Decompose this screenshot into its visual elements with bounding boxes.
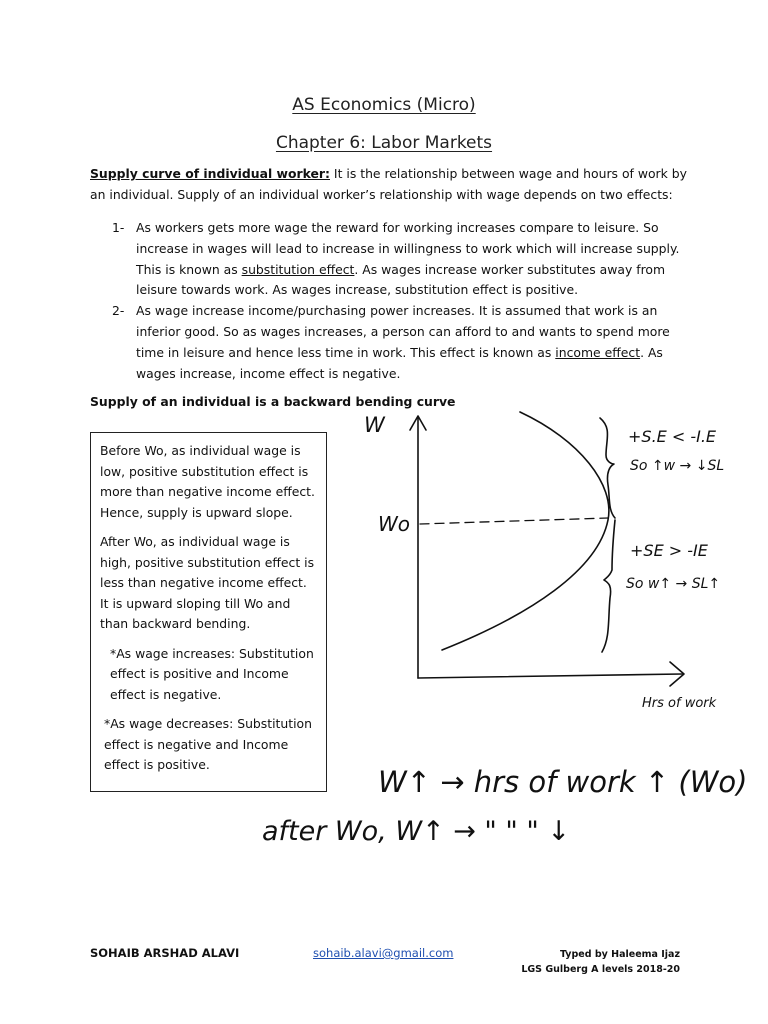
x-axis	[418, 674, 682, 678]
footer-typed-by: Typed by Haleema Ijaz	[559, 949, 680, 960]
effects-list	[112, 218, 687, 384]
list-item	[112, 301, 687, 384]
footer-school: LGS Gulberg A levels 2018-20	[521, 964, 680, 975]
effect-term: income effect	[555, 344, 641, 360]
handwritten-line-2: after Wo, W↑ → " " " ↓	[262, 816, 571, 847]
chapter-title: Chapter 6: Labor Markets	[275, 133, 493, 153]
footer-email-link[interactable]: sohaib.alavi@gmail.com	[313, 946, 454, 960]
box-paragraph: Before Wo, as individual wage is low, positive substitution effect is more than negative income effect. Hence, supply is upward slope.	[100, 443, 315, 520]
intro-paragraph	[90, 164, 690, 205]
intro-term: Supply curve of individual worker:	[90, 166, 330, 181]
document-title: AS Economics (Micro)	[292, 95, 476, 115]
upper-brace	[600, 418, 615, 518]
handwritten-line-1: W↑ → hrs of work ↑ (Wo)	[378, 765, 748, 799]
graph-upper-note-1: +S.E < -I.E	[628, 427, 717, 446]
explanation-box	[90, 432, 327, 792]
box-paragraph: *As wage increases: Substitution effect is positive and Income effect is negative.	[110, 645, 314, 702]
section-heading: Supply of an individual is a backward bending curve	[90, 394, 456, 409]
effect-text-pre: As wage increase income/purchasing power increases. It is assumed that work is an inferior good. So as wages increases, a person can afford to and wants to spend more time in leisure and hence less time in work. This effect is known as	[136, 303, 670, 360]
effect-text-post: . As wages increase worker substitutes away from leisure towards work. As wages increase, substitution effect is positive.	[136, 261, 666, 298]
effect-text-post: . As wages increase, income effect is negative.	[136, 344, 663, 381]
graph-x-label: Hrs of work	[642, 696, 717, 711]
lower-brace	[602, 520, 615, 652]
wo-dashed-line	[420, 518, 608, 524]
box-paragraph: *As wage decreases: Substitution effect is negative and Income effect is positive.	[104, 716, 312, 772]
graph-y-label: W	[364, 413, 385, 437]
supply-curve	[442, 412, 609, 650]
graph-lower-note-2: So w↑ → SL↑	[626, 576, 721, 592]
intro-text: It is the relationship between wage and hours of work by an individual. Supply of an individual worker’s relationship with wage depends on two effects:	[90, 166, 687, 202]
list-number: 2-	[112, 303, 125, 319]
graph-lower-note-1: +SE > -IE	[630, 541, 708, 560]
list-number: 1-	[112, 220, 125, 235]
backward-bending-supply-graph	[262, 400, 760, 850]
list-item	[112, 218, 687, 301]
graph-upper-note-2: So ↑w → ↓SL	[630, 458, 725, 474]
footer-author: SOHAIB ARSHAD ALAVI	[90, 946, 240, 960]
effect-text-pre: As workers gets more wage the reward for working increases compare to leisure. So increase in wages will lead to increase in willingness to work which will increase supply. This is known as	[136, 220, 680, 277]
graph-wo-label: Wo	[378, 512, 411, 536]
effect-term: substitution effect	[241, 261, 355, 277]
box-paragraph: After Wo, as individual wage is high, positive substitution effect is less than negative income effect. It is upward sloping till Wo and than backward bending.	[100, 534, 315, 631]
